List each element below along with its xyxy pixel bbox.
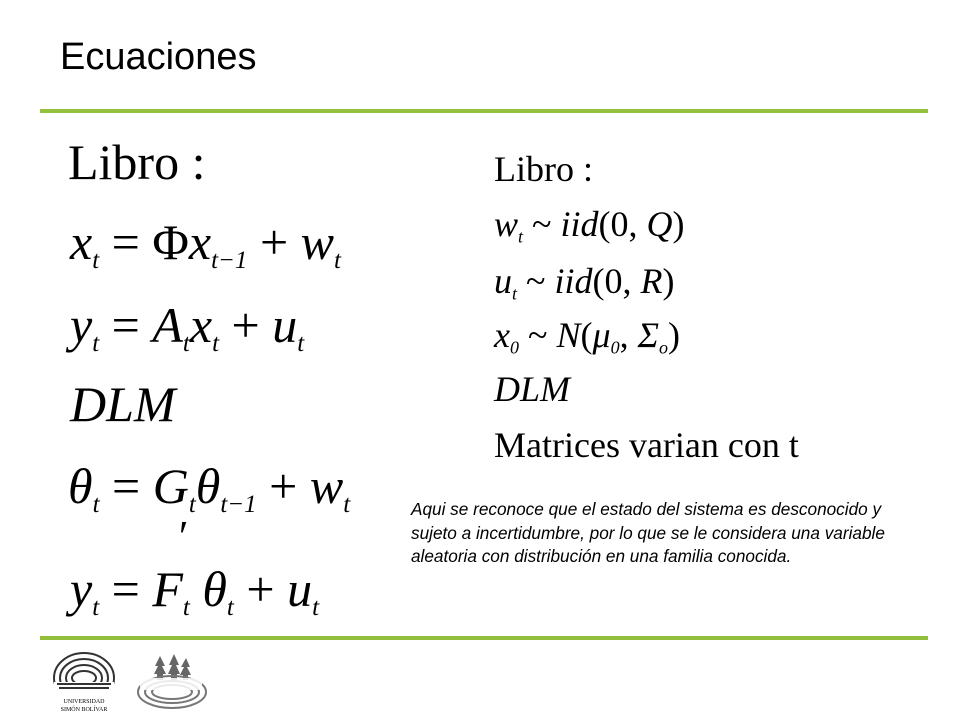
usb-logo-line2: SIMÓN BOLÍVAR [60, 707, 108, 713]
right-dlm-label: DLM [494, 369, 571, 409]
usb-logo-icon [45, 648, 123, 718]
dlm-state-equation: $\theta_t = G_t\theta_{t-1} + w_t$ [68, 458, 351, 518]
left-dlm-label: DLM [70, 376, 176, 432]
left-heading [68, 133, 205, 191]
matrices-note: Matrices varian con t [494, 425, 799, 465]
observation-equation: $y_t = A_tx_t + u_t$ [70, 297, 305, 357]
left-heading-text: Libro : [68, 134, 206, 190]
state-equation: $x_t = \Phi x_{t-1} + w_t$ [70, 214, 341, 274]
x0-distribution: $x_0$ ~ $N(\mu_0$, $\Sigma_o$) [494, 315, 680, 358]
usb-logo-line1: UNIVERSIDAD [63, 699, 105, 705]
tree-emblem-icon [130, 648, 210, 714]
w-distribution: $w_t$ ~ iid(0, Q) [494, 204, 685, 247]
explanation-text: Aqui se reconoce que el estado del sistema es desconocido y sujeto a incertidumbre, por lo que se le considera una variable aleatoria con distribución en una familia conocida. [411, 499, 885, 566]
right-heading-text: Libro : [494, 149, 593, 189]
dlm-observation-equation: $y_t = F_t$ ′ $\theta_t + u_t$ [70, 512, 320, 621]
u-distribution: $u_t$ ~ iid(0, R) [494, 261, 675, 304]
top-divider [40, 109, 928, 113]
bottom-divider [40, 636, 928, 640]
slide-title: Ecuaciones [60, 36, 257, 78]
right-heading [494, 148, 593, 190]
